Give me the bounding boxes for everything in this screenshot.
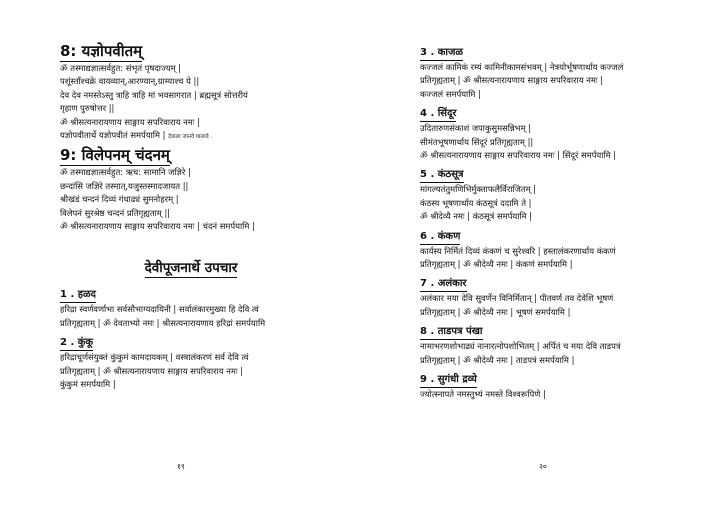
text-line: प्रतिगृह्यताम् | ॐ श्रीसत्यनारायणाय साङ्गाय सपरिवाराय नमः | xyxy=(60,365,244,376)
alankar-text xyxy=(420,292,682,319)
text-line: ज्योत्स्नापते नमस्तुभ्यं नमस्ते विश्वरूपिणे | xyxy=(420,389,546,400)
text-line: सीमंतभूषणार्थाय सिंदूरं प्रतिगृह्यताम् || xyxy=(420,136,534,147)
text-line: प्रतिगृह्यताम् | ॐ श्रीदेव्यै नमः | ताडपत्रं समर्पयामि | xyxy=(420,354,575,365)
text-line: श्रीखंडं चन्दनं दिव्यं गंधाढ्यं सुमनोहरम् | xyxy=(60,194,179,205)
page-number-left: १९ xyxy=(177,462,185,471)
text-line: गृहाण पुरुषोत्तर || xyxy=(60,103,115,114)
right-page xyxy=(420,40,682,402)
vilepanam-text xyxy=(60,166,322,233)
text-line: कज्जलं कामिकं रम्यं कामिनीकामसंभवम् | नेत्रयोर्भूषणार्थाय कज्जलं xyxy=(420,62,624,72)
text-line: ॐ तस्माद्यज्ञात्सर्वहुत: ऋच: सामानि जज्ञिरे | xyxy=(60,167,191,178)
yajnopavitam-heading: 8: यज्ञोपवीतम् xyxy=(60,42,143,60)
text-line: ॐ श्रीसत्यनारायणाय साङ्गाय सपरिवाराय नमः | चंदनं समर्पयामि | xyxy=(60,221,255,232)
text-line: हरिद्रा स्वर्णवर्णाभा सर्वसौभाग्यदायिनी | सर्वालंकारमुख्या हि देवि त्वं xyxy=(60,304,259,315)
text-line: ॐ श्रीसत्यनारायणाय साङ्गाय सपरिवाराय नमः | सिंदूरं समर्पयामि | xyxy=(420,150,617,161)
kankan-heading: 6 . कंकण xyxy=(420,230,460,245)
left-page xyxy=(60,40,322,392)
text-line: कुंकुमं समर्पयामि | xyxy=(60,379,116,390)
sindur-text xyxy=(420,122,682,162)
kunku-heading: 2 . कुंकू xyxy=(60,336,93,351)
text-line: विलेपनं सुरश्रेष्ठ चन्दनं प्रतिगृह्यताम् || xyxy=(60,207,171,218)
text-line: ॐ श्रीदेव्यै नमः | कंठसूत्रं समर्पयामि | xyxy=(420,211,533,222)
tadpatra-text xyxy=(420,340,682,367)
text-line: ॐ श्रीसत्यनारायणाय साङ्गाय सपरिवाराय नमः | xyxy=(60,116,200,127)
suganghi-heading: 9 . सुगंधी द्रव्ये xyxy=(420,373,477,388)
section-title xyxy=(60,259,322,278)
sindur-heading: 4 . सिंदूर xyxy=(420,107,456,122)
haldi-heading: 1 . हळद xyxy=(60,288,96,303)
alankar-heading: 7 . अलंकार xyxy=(420,277,467,292)
kajal-text xyxy=(420,61,682,101)
text-line: प्रतिगृह्यताम् | ॐ देवताभ्यो नमः | श्रीसत्यनारायणाय हरिद्रां समर्पयामि xyxy=(60,317,266,328)
kanthasutra-heading: 5 . कंठसूत्र xyxy=(420,168,464,183)
page-number-right: २० xyxy=(539,462,547,471)
instruction-note: देवाला जानवे घालावे . xyxy=(168,134,213,141)
text-line: कार्यस्य निर्मितं दिव्यं कंकणं च सुरेश्वरि | हस्तालंकरणार्थाय कंकणं xyxy=(420,245,616,256)
text-line: पशूंस्ताँश्चक्रे वायव्यान्,आरण्यान्,ग्राम्याश्च ये || xyxy=(60,76,200,87)
kunku-text xyxy=(60,351,322,391)
text-line: ॐ तस्माद्यज्ञात्सर्वहुत: संभृतं पृषदाज्यम् | xyxy=(60,63,182,73)
text-line: कज्जलं समर्पयामि | xyxy=(420,88,481,99)
text-line: कंठस्य भूषणार्थाय कंठसूत्रं ददामि ते | xyxy=(420,197,532,208)
text-line: प्रतिगृह्यताम् | ॐ श्रीदेव्यै नमः | भूषणं समर्पयामि | xyxy=(420,306,571,317)
text-line: प्रतिगृह्यताम् | ॐ श्रीसत्यनारायणाय साङ्गाय सपरिवाराय नमः | xyxy=(420,75,604,86)
tadpatra-heading: 8 . ताडपत्र पंखा xyxy=(420,325,483,340)
text-line: अलंकार मया देवि सुवर्णेन विनिर्मितान् | पीतवर्ण तव देवेशि भूषणं xyxy=(420,293,614,304)
kajal-heading: 3 . काजळ xyxy=(420,46,463,61)
text-line: उदितारुणसंकाशं जपाकुसुमसन्निभम् | xyxy=(420,123,532,134)
yajnopavitam-text xyxy=(60,62,322,144)
kankan-text xyxy=(420,245,682,272)
text-line xyxy=(60,129,322,144)
text-line: छन्दांसि जज्ञिरे तस्मात्,यजुस्तस्मादजायत || xyxy=(60,180,189,191)
text-fragment: यज्ञोपवीतार्थे यज्ञोपवीतं समर्पयामि | xyxy=(60,130,166,141)
suganghi-text xyxy=(420,388,682,401)
kanthasutra-text xyxy=(420,183,682,223)
text-line: देव देव नमस्तेऽस्तु त्राहि त्राहि मां भवसागरात | ब्रह्मसूत्रं सोत्तरीयं xyxy=(60,89,248,100)
text-line: मांगल्यतंतुमणिभिर्मुक्ताफलैर्विराजितम् | xyxy=(420,184,537,195)
text-line: नामाभरणशोभाढ्यं नानारत्नोपशोभितम् | अर्पितं च मया देवि ताडपत्रं xyxy=(420,341,621,352)
text-line: हरिद्राचूर्णसंयुक्तं कुंकुमं कामदायकम् | वस्त्रालंकरणं सर्व देवि त्वं xyxy=(60,352,249,363)
section-title-text: देवीपूजनार्थे उपचार xyxy=(144,260,238,277)
vilepanam-heading: 9: विलेपनम् चंदनम् xyxy=(60,146,170,165)
text-line: प्रतिगृह्यताम् | ॐ श्रीदेव्यै नमः | कंकणं समर्पयामि | xyxy=(420,259,573,270)
haldi-text xyxy=(60,303,322,330)
